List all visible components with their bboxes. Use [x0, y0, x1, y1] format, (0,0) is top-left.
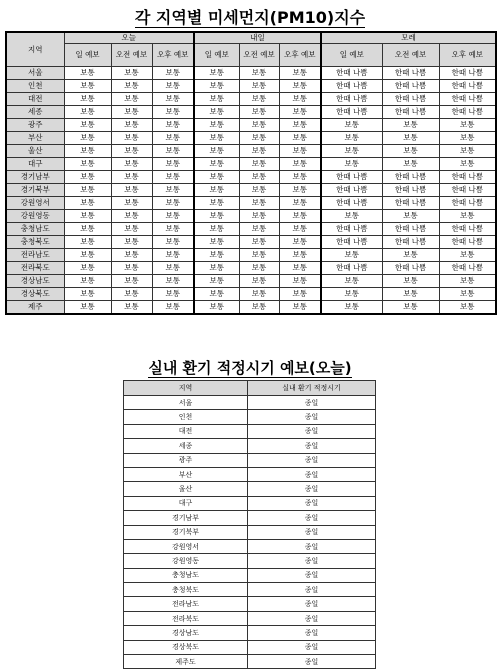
forecast-cell: 한때 나쁨 [382, 197, 439, 210]
forecast-cell: 보통 [321, 210, 382, 223]
forecast-cell: 한때 나쁨 [321, 262, 382, 275]
vent-value-cell: 종일 [248, 640, 376, 654]
forecast-cell: 보통 [382, 158, 439, 171]
vent-region-cell: 강원영서 [124, 539, 248, 553]
region-cell: 경기북부 [6, 184, 64, 197]
vent-region-cell: 울산 [124, 482, 248, 496]
forecast-cell: 한때 나쁨 [382, 236, 439, 249]
forecast-cell: 보통 [152, 106, 194, 119]
vent-value-cell: 종일 [248, 655, 376, 669]
vent-region-cell: 충청남도 [124, 568, 248, 582]
ventilation-table [123, 380, 376, 669]
forecast-cell: 보통 [152, 93, 194, 106]
forecast-cell: 보통 [152, 80, 194, 93]
region-cell: 제주 [6, 301, 64, 315]
table-row [124, 439, 376, 453]
forecast-cell: 보통 [321, 145, 382, 158]
forecast-cell: 보통 [111, 249, 152, 262]
region-cell: 대구 [6, 158, 64, 171]
forecast-cell: 보통 [152, 288, 194, 301]
ventilation-title: 실내 환기 적정시기 예보(오늘) [148, 359, 352, 377]
vent-region-cell: 전라남도 [124, 597, 248, 611]
forecast-cell: 보통 [439, 158, 496, 171]
forecast-cell: 보통 [239, 158, 279, 171]
forecast-cell: 보통 [194, 67, 239, 80]
forecast-cell: 보통 [194, 223, 239, 236]
vent-value-cell: 종일 [248, 626, 376, 640]
region-cell: 전라남도 [6, 249, 64, 262]
forecast-cell: 보통 [239, 236, 279, 249]
forecast-cell: 보통 [152, 158, 194, 171]
vent-value-cell: 종일 [248, 410, 376, 424]
vent-value-cell: 종일 [248, 482, 376, 496]
table-row [6, 262, 496, 275]
table-row [124, 611, 376, 625]
day-group-today: 오늘 [64, 32, 194, 44]
forecast-cell: 보통 [111, 67, 152, 80]
vent-value-cell: 종일 [248, 525, 376, 539]
forecast-cell: 보통 [111, 288, 152, 301]
forecast-cell: 보통 [439, 275, 496, 288]
forecast-cell: 보통 [64, 119, 111, 132]
table-row [124, 496, 376, 510]
forecast-cell: 보통 [111, 223, 152, 236]
forecast-cell: 한때 나쁨 [439, 93, 496, 106]
table-row [6, 249, 496, 262]
forecast-cell: 보통 [194, 262, 239, 275]
forecast-cell: 보통 [382, 145, 439, 158]
table-row [6, 119, 496, 132]
forecast-cell: 보통 [152, 262, 194, 275]
forecast-cell: 보통 [279, 67, 321, 80]
vent-value-cell: 종일 [248, 439, 376, 453]
forecast-cell: 보통 [239, 184, 279, 197]
forecast-cell: 보통 [152, 275, 194, 288]
forecast-cell: 보통 [64, 145, 111, 158]
forecast-cell: 보통 [64, 275, 111, 288]
forecast-cell: 보통 [382, 132, 439, 145]
table-row [124, 597, 376, 611]
region-cell: 서울 [6, 67, 64, 80]
forecast-cell: 보통 [279, 184, 321, 197]
forecast-cell: 보통 [64, 236, 111, 249]
forecast-cell: 한때 나쁨 [321, 67, 382, 80]
forecast-cell: 보통 [111, 197, 152, 210]
table-row [124, 640, 376, 654]
forecast-cell: 보통 [279, 171, 321, 184]
forecast-cell: 보통 [439, 210, 496, 223]
table-row [6, 301, 496, 315]
forecast-cell: 보통 [239, 93, 279, 106]
forecast-cell: 보통 [194, 249, 239, 262]
forecast-cell: 한때 나쁨 [382, 223, 439, 236]
forecast-cell: 한때 나쁨 [382, 106, 439, 119]
forecast-cell: 보통 [64, 262, 111, 275]
forecast-cell: 보통 [194, 158, 239, 171]
forecast-cell: 한때 나쁨 [382, 262, 439, 275]
day-group-tomorrow: 내일 [194, 32, 321, 44]
vent-value-cell: 종일 [248, 583, 376, 597]
vent-value-cell: 종일 [248, 597, 376, 611]
day-group-day-after: 모레 [321, 32, 496, 44]
table-row [6, 132, 496, 145]
region-header: 지역 [6, 32, 64, 67]
vent-region-cell: 광주 [124, 453, 248, 467]
forecast-cell: 한때 나쁨 [439, 236, 496, 249]
vent-value-cell: 종일 [248, 554, 376, 568]
vent-region-cell: 충청북도 [124, 583, 248, 597]
forecast-cell: 보통 [111, 158, 152, 171]
pm10-table-body [6, 67, 496, 315]
vent-value-cell: 종일 [248, 453, 376, 467]
forecast-cell: 보통 [194, 171, 239, 184]
forecast-cell: 보통 [152, 67, 194, 80]
vent-region-cell: 제주도 [124, 655, 248, 669]
table-row [6, 210, 496, 223]
forecast-cell: 보통 [194, 197, 239, 210]
ventilation-table-body [124, 396, 376, 669]
forecast-cell: 보통 [194, 132, 239, 145]
vent-region-cell: 경상북도 [124, 640, 248, 654]
region-cell: 강원영동 [6, 210, 64, 223]
forecast-cell: 보통 [439, 249, 496, 262]
table-row [124, 467, 376, 481]
forecast-cell: 보통 [64, 223, 111, 236]
forecast-cell: 보통 [239, 197, 279, 210]
table-row [124, 396, 376, 410]
forecast-cell: 한때 나쁨 [321, 236, 382, 249]
region-cell: 부산 [6, 132, 64, 145]
forecast-cell: 보통 [279, 301, 321, 315]
forecast-cell: 보통 [279, 249, 321, 262]
forecast-cell: 보통 [239, 80, 279, 93]
forecast-cell: 보통 [64, 93, 111, 106]
table-row [6, 275, 496, 288]
forecast-cell: 보통 [64, 197, 111, 210]
forecast-cell: 보통 [279, 145, 321, 158]
forecast-cell: 보통 [111, 301, 152, 315]
forecast-cell: 보통 [152, 210, 194, 223]
forecast-cell: 보통 [152, 171, 194, 184]
forecast-cell: 보통 [111, 275, 152, 288]
forecast-cell: 보통 [279, 275, 321, 288]
forecast-cell: 보통 [279, 132, 321, 145]
table-row [6, 145, 496, 158]
forecast-cell: 보통 [279, 80, 321, 93]
forecast-cell: 보통 [152, 132, 194, 145]
vent-region-cell: 대구 [124, 496, 248, 510]
forecast-cell: 한때 나쁨 [321, 184, 382, 197]
region-cell: 경상북도 [6, 288, 64, 301]
forecast-cell: 한때 나쁨 [439, 223, 496, 236]
forecast-cell: 보통 [64, 132, 111, 145]
forecast-cell: 보통 [239, 288, 279, 301]
forecast-cell: 보통 [321, 249, 382, 262]
vent-value-cell: 종일 [248, 467, 376, 481]
sub-header: 오후 예보 [279, 44, 321, 67]
forecast-cell: 보통 [321, 275, 382, 288]
forecast-cell: 보통 [279, 93, 321, 106]
forecast-cell: 보통 [279, 262, 321, 275]
pm10-title: 각 지역별 미세먼지(PM10)지수 [134, 8, 366, 27]
vent-region-cell: 세종 [124, 439, 248, 453]
forecast-cell: 보통 [382, 210, 439, 223]
forecast-cell: 한때 나쁨 [321, 106, 382, 119]
forecast-cell: 보통 [111, 145, 152, 158]
forecast-cell: 보통 [239, 106, 279, 119]
forecast-cell: 보통 [439, 301, 496, 315]
table-row [124, 539, 376, 553]
forecast-cell: 보통 [239, 145, 279, 158]
forecast-cell: 보통 [382, 119, 439, 132]
forecast-cell: 보통 [279, 210, 321, 223]
table-row [6, 288, 496, 301]
forecast-cell: 보통 [279, 236, 321, 249]
table-row [124, 583, 376, 597]
table-row [124, 626, 376, 640]
region-cell: 충청남도 [6, 223, 64, 236]
region-cell: 경상남도 [6, 275, 64, 288]
forecast-cell: 한때 나쁨 [439, 171, 496, 184]
sub-header: 오전 예보 [382, 44, 439, 67]
forecast-cell: 한때 나쁨 [321, 93, 382, 106]
forecast-cell: 보통 [239, 262, 279, 275]
forecast-cell: 보통 [382, 301, 439, 315]
table-row [124, 568, 376, 582]
forecast-cell: 보통 [382, 275, 439, 288]
forecast-cell: 보통 [194, 236, 239, 249]
forecast-cell: 보통 [111, 262, 152, 275]
forecast-cell: 보통 [382, 249, 439, 262]
forecast-cell: 보통 [239, 223, 279, 236]
vent-region-cell: 경기북부 [124, 525, 248, 539]
forecast-cell: 보통 [111, 80, 152, 93]
forecast-cell: 보통 [152, 301, 194, 315]
table-row [124, 511, 376, 525]
forecast-cell: 보통 [194, 301, 239, 315]
forecast-cell: 보통 [239, 301, 279, 315]
forecast-cell: 한때 나쁨 [321, 171, 382, 184]
forecast-cell: 보통 [111, 119, 152, 132]
forecast-cell: 보통 [111, 171, 152, 184]
vent-value-header: 실내 환기 적정시기 [248, 381, 376, 396]
table-row [6, 236, 496, 249]
forecast-cell: 보통 [239, 119, 279, 132]
table-row [124, 554, 376, 568]
region-cell: 전라북도 [6, 262, 64, 275]
forecast-cell: 보통 [194, 93, 239, 106]
forecast-cell: 보통 [111, 132, 152, 145]
forecast-cell: 보통 [194, 80, 239, 93]
forecast-cell: 보통 [279, 197, 321, 210]
table-row [6, 93, 496, 106]
vent-value-cell: 종일 [248, 424, 376, 438]
sub-header: 오후 예보 [439, 44, 496, 67]
forecast-cell: 보통 [239, 249, 279, 262]
forecast-cell: 보통 [439, 288, 496, 301]
table-row [124, 424, 376, 438]
forecast-cell: 보통 [152, 145, 194, 158]
table-row [6, 80, 496, 93]
vent-value-cell: 종일 [248, 611, 376, 625]
vent-region-cell: 경기남부 [124, 511, 248, 525]
table-row [124, 453, 376, 467]
forecast-cell: 보통 [111, 184, 152, 197]
forecast-cell: 보통 [439, 132, 496, 145]
forecast-cell: 보통 [279, 223, 321, 236]
forecast-cell: 보통 [64, 288, 111, 301]
forecast-cell: 보통 [194, 119, 239, 132]
vent-value-cell: 종일 [248, 496, 376, 510]
region-cell: 광주 [6, 119, 64, 132]
sub-header: 오전 예보 [111, 44, 152, 67]
forecast-cell: 한때 나쁨 [439, 197, 496, 210]
sub-header: 일 예보 [64, 44, 111, 67]
forecast-cell: 보통 [239, 275, 279, 288]
table-row [6, 171, 496, 184]
forecast-cell: 한때 나쁨 [439, 67, 496, 80]
forecast-cell: 보통 [194, 184, 239, 197]
forecast-cell: 보통 [64, 80, 111, 93]
forecast-cell: 보통 [321, 119, 382, 132]
table-row [6, 223, 496, 236]
forecast-cell: 보통 [279, 106, 321, 119]
forecast-cell: 보통 [194, 106, 239, 119]
vent-value-cell: 종일 [248, 511, 376, 525]
forecast-cell: 보통 [194, 145, 239, 158]
table-row [124, 482, 376, 496]
sub-header: 일 예보 [194, 44, 239, 67]
forecast-cell: 보통 [321, 301, 382, 315]
vent-region-cell: 강원영동 [124, 554, 248, 568]
forecast-cell: 보통 [439, 119, 496, 132]
region-cell: 강원영서 [6, 197, 64, 210]
vent-region-cell: 경상남도 [124, 626, 248, 640]
region-cell: 인천 [6, 80, 64, 93]
table-row [6, 158, 496, 171]
forecast-cell: 한때 나쁨 [382, 184, 439, 197]
table-row [6, 184, 496, 197]
forecast-cell: 보통 [64, 210, 111, 223]
forecast-cell: 보통 [279, 158, 321, 171]
forecast-cell: 한때 나쁨 [321, 223, 382, 236]
vent-region-cell: 인천 [124, 410, 248, 424]
table-row [6, 197, 496, 210]
forecast-cell: 보통 [439, 145, 496, 158]
table-row [6, 106, 496, 119]
forecast-cell: 보통 [152, 236, 194, 249]
vent-value-cell: 종일 [248, 539, 376, 553]
forecast-cell: 보통 [279, 288, 321, 301]
forecast-cell: 보통 [152, 119, 194, 132]
forecast-cell: 보통 [239, 67, 279, 80]
forecast-cell: 보통 [64, 171, 111, 184]
forecast-cell: 보통 [321, 288, 382, 301]
forecast-cell: 보통 [64, 249, 111, 262]
region-cell: 경기남부 [6, 171, 64, 184]
forecast-cell: 보통 [64, 158, 111, 171]
region-cell: 대전 [6, 93, 64, 106]
region-cell: 세종 [6, 106, 64, 119]
forecast-cell: 한때 나쁨 [321, 80, 382, 93]
sub-header: 오후 예보 [152, 44, 194, 67]
forecast-cell: 보통 [64, 106, 111, 119]
forecast-cell: 한때 나쁨 [321, 197, 382, 210]
forecast-cell: 보통 [152, 223, 194, 236]
vent-region-cell: 대전 [124, 424, 248, 438]
forecast-cell: 보통 [194, 288, 239, 301]
forecast-cell: 보통 [239, 210, 279, 223]
forecast-cell: 보통 [64, 184, 111, 197]
table-row [124, 525, 376, 539]
forecast-cell: 한때 나쁨 [382, 80, 439, 93]
forecast-cell: 보통 [111, 93, 152, 106]
sub-header: 오전 예보 [239, 44, 279, 67]
forecast-cell: 한때 나쁨 [382, 67, 439, 80]
forecast-cell: 보통 [279, 119, 321, 132]
forecast-cell: 보통 [321, 132, 382, 145]
vent-value-cell: 종일 [248, 568, 376, 582]
region-cell: 울산 [6, 145, 64, 158]
forecast-cell: 한때 나쁨 [439, 80, 496, 93]
forecast-cell: 보통 [239, 132, 279, 145]
vent-region-cell: 전라북도 [124, 611, 248, 625]
table-row [6, 67, 496, 80]
sub-header: 일 예보 [321, 44, 382, 67]
forecast-cell: 보통 [382, 288, 439, 301]
forecast-cell: 보통 [111, 106, 152, 119]
forecast-cell: 보통 [194, 210, 239, 223]
forecast-cell: 한때 나쁨 [382, 171, 439, 184]
vent-region-header: 지역 [124, 381, 248, 396]
forecast-cell: 보통 [152, 197, 194, 210]
table-row [124, 410, 376, 424]
forecast-cell: 한때 나쁨 [439, 106, 496, 119]
vent-region-cell: 서울 [124, 396, 248, 410]
forecast-cell: 한때 나쁨 [382, 93, 439, 106]
forecast-cell: 보통 [64, 301, 111, 315]
forecast-cell: 보통 [64, 67, 111, 80]
forecast-cell: 보통 [111, 236, 152, 249]
vent-region-cell: 부산 [124, 467, 248, 481]
vent-value-cell: 종일 [248, 396, 376, 410]
forecast-cell: 한때 나쁨 [439, 262, 496, 275]
forecast-cell: 보통 [152, 184, 194, 197]
region-cell: 충청북도 [6, 236, 64, 249]
pm10-table [5, 31, 497, 315]
forecast-cell: 보통 [152, 249, 194, 262]
forecast-cell: 보통 [321, 158, 382, 171]
forecast-cell: 보통 [111, 210, 152, 223]
forecast-cell: 보통 [194, 275, 239, 288]
forecast-cell: 보통 [239, 171, 279, 184]
forecast-cell: 한때 나쁨 [439, 184, 496, 197]
